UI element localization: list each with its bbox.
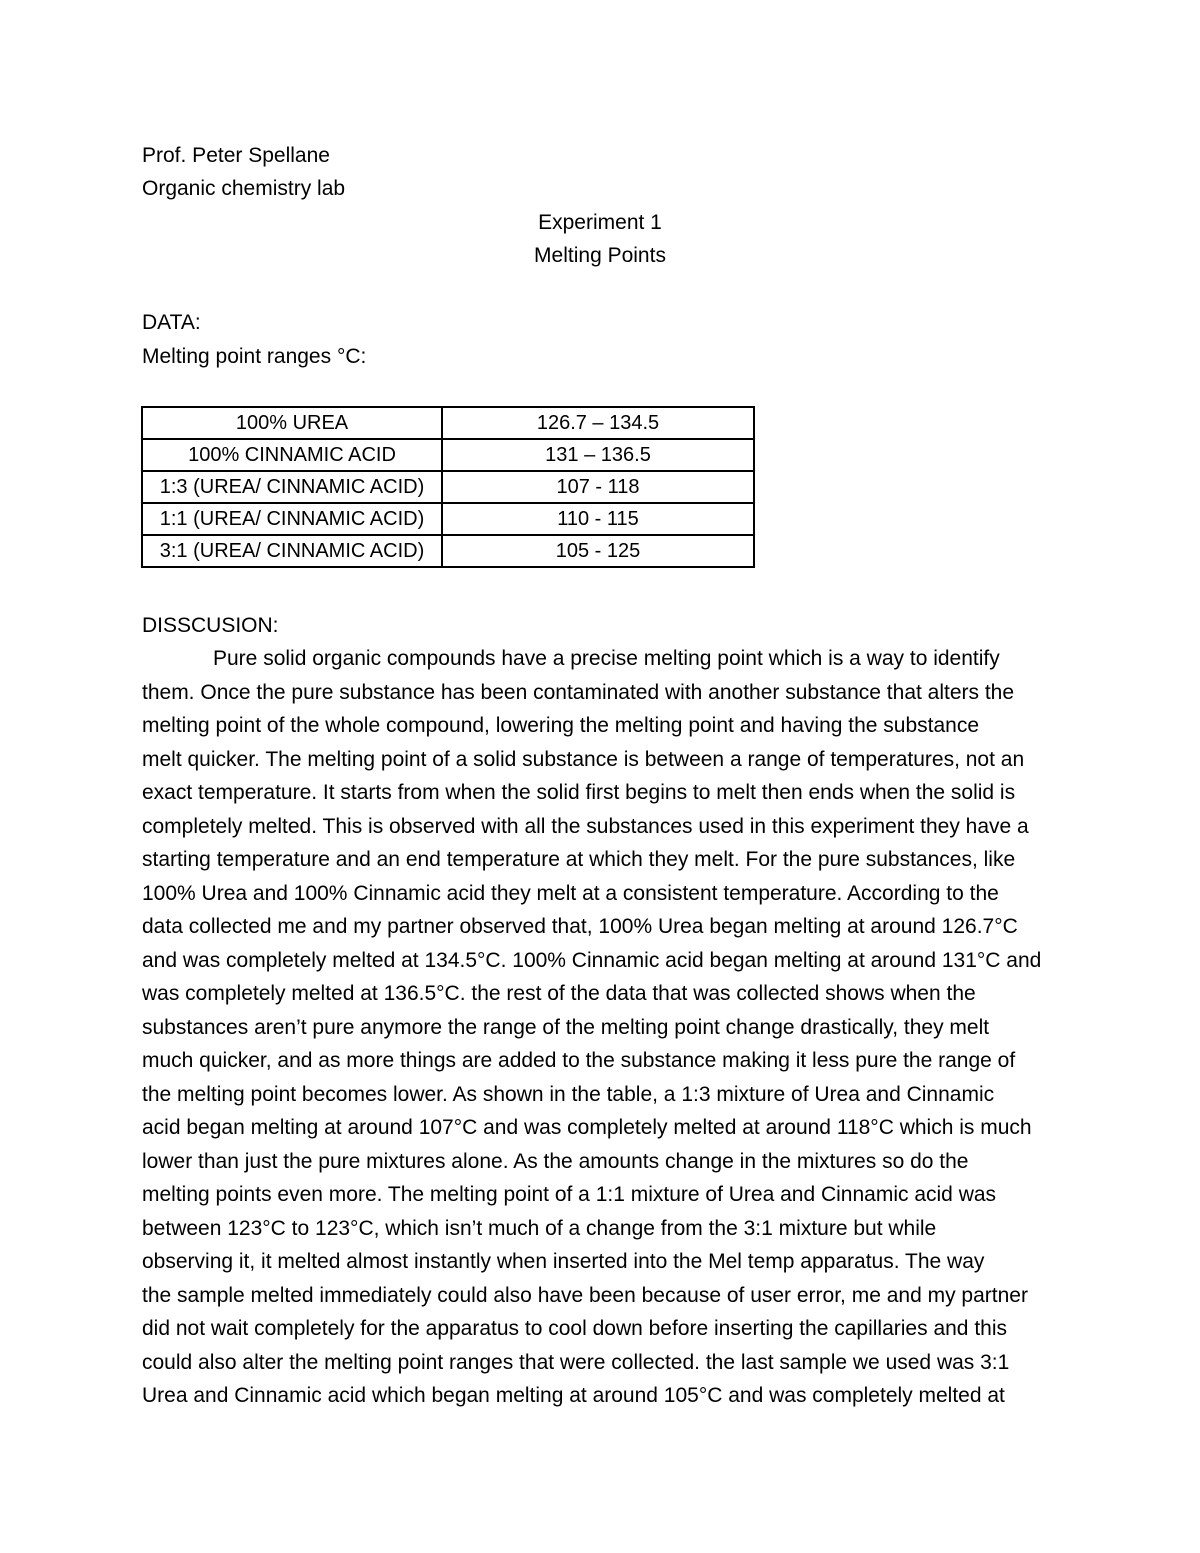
- paragraph-line: completely melted. This is observed with all the substances used in this experiment they have a: [142, 814, 1029, 838]
- paragraph-line: 100% Urea and 100% Cinnamic acid they melt at a consistent temperature. According to the: [142, 881, 999, 905]
- paragraph-line: did not wait completely for the apparatus to cool down before inserting the capillaries and this: [142, 1317, 1007, 1340]
- paragraph-line: was completely melted at 136.5°C. the rest of the data that was collected shows when the: [142, 982, 976, 1005]
- paragraph-line: Urea and Cinnamic acid which began melting at around 105°C and was completely melted at: [142, 1384, 1005, 1407]
- sample-cell: 1:1 (UREA/ CINNAMIC ACID): [142, 503, 442, 535]
- range-cell: 126.7 – 134.5: [442, 407, 754, 439]
- sample-cell: 100% UREA: [142, 407, 442, 439]
- experiment-number: Experiment 1: [538, 211, 662, 234]
- table-row: [142, 471, 754, 503]
- discussion-body: [142, 642, 1062, 1413]
- paragraph-line: the sample melted immediately could also have been because of user error, me and my partner: [142, 1283, 1028, 1307]
- melting-point-table: [141, 406, 755, 568]
- range-cell: 131 – 136.5: [442, 439, 754, 471]
- paragraph-line: could also alter the melting point ranges that were collected. the last sample we used was 3:1: [142, 1350, 1010, 1374]
- data-subtitle: Melting point ranges °C:: [142, 345, 367, 368]
- table-row: [142, 407, 754, 439]
- paragraph-line: data collected me and my partner observed that, 100% Urea began melting at around 126.7°C: [142, 915, 1018, 938]
- paragraph-line: much quicker, and as more things are added to the substance making it less pure the range of: [142, 1049, 1016, 1072]
- table-row: [142, 439, 754, 471]
- paragraph-line: melting points even more. The melting point of a 1:1 mixture of Urea and Cinnamic acid was: [142, 1183, 997, 1206]
- paragraph-line: lower than just the pure mixtures alone. As the amounts change in the mixtures so do the: [142, 1149, 969, 1173]
- range-cell: 105 - 125: [442, 535, 754, 567]
- paragraph-line: exact temperature. It starts from when the solid first begins to melt then ends when the solid is: [142, 781, 1016, 804]
- author-line: Prof. Peter Spellane: [142, 144, 330, 167]
- sample-cell: 3:1 (UREA/ CINNAMIC ACID): [142, 535, 442, 567]
- page-title: Melting Points: [534, 244, 666, 267]
- sample-cell: 100% CINNAMIC ACID: [142, 439, 442, 471]
- table-row: [142, 503, 754, 535]
- sample-cell: 1:3 (UREA/ CINNAMIC ACID): [142, 471, 442, 503]
- paragraph-line: substances aren’t pure anymore the range of the melting point change drastically, they melt: [142, 1015, 990, 1039]
- range-cell: 107 - 118: [442, 471, 754, 503]
- course-line: Organic chemistry lab: [142, 177, 346, 200]
- table-row: [142, 535, 754, 567]
- data-label: DATA:: [142, 311, 201, 334]
- paragraph-line: between 123°C to 123°C, which isn’t much of a change from the 3:1 mixture but while: [142, 1216, 937, 1240]
- paragraph-line: and was completely melted at 134.5°C. 100% Cinnamic acid began melting at around 131°C and: [142, 948, 1042, 972]
- paragraph-line: observing it, it melted almost instantly when inserted into the Mel temp apparatus. The way: [142, 1250, 985, 1273]
- paragraph-line: starting temperature and an end temperature at which they melt. For the pure substances, like: [142, 848, 1016, 871]
- discussion-label: DISSCUSION:: [142, 614, 279, 637]
- paragraph-line: melt quicker. The melting point of a solid substance is between a range of temperatures, not an: [142, 747, 1025, 771]
- range-cell: 110 - 115: [442, 503, 754, 535]
- paragraph-line: Pure solid organic compounds have a precise melting point which is a way to identify: [213, 647, 1000, 670]
- paragraph-line: the melting point becomes lower. As shown in the table, a 1:3 mixture of Urea and Cinnamic: [142, 1082, 995, 1106]
- paragraph-line: acid began melting at around 107°C and was completely melted at around 118°C which is much: [142, 1116, 1032, 1139]
- paragraph-line: melting point of the whole compound, lowering the melting point and having the substance: [142, 714, 980, 737]
- paragraph-line: them. Once the pure substance has been contaminated with another substance that alters the: [142, 680, 1015, 704]
